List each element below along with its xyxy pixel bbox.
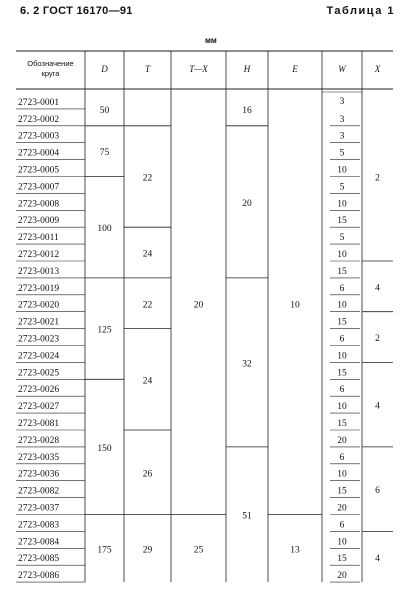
w-cell: 15 [337, 368, 347, 379]
t-cell: 24 [142, 249, 153, 260]
w-cell: 15 [337, 216, 347, 227]
header-w: W [338, 64, 346, 74]
w-cell: 6 [339, 452, 345, 463]
header-designation-line1: Обозначение [27, 59, 74, 68]
header-h: H [243, 64, 251, 74]
w-cell: 5 [339, 182, 345, 193]
designation-cell: 2723-0023 [18, 334, 60, 345]
designation-cell: 2723-0028 [18, 435, 60, 446]
designation-cell: 2723-0026 [18, 385, 60, 396]
designation-cell: 2723-0081 [18, 419, 60, 429]
w-cell: 10 [337, 402, 347, 413]
page-header-left: 6. 2 ГОСТ 16170—91 [20, 5, 133, 17]
tx-cell: 20 [193, 300, 204, 311]
designation-cell: 2723-0085 [18, 554, 60, 565]
w-cell: 6 [339, 283, 345, 294]
w-cell: 15 [337, 317, 347, 328]
designation-cell: 2723-0084 [18, 537, 60, 548]
designation-cell: 2723-0082 [18, 486, 60, 497]
w-cell: 10 [337, 250, 347, 260]
t-cell: 24 [142, 376, 153, 387]
d-cell: 100 [97, 224, 112, 235]
designation-cell: 2723-0027 [18, 402, 60, 413]
w-cell: 20 [337, 503, 347, 514]
t-cell: 26 [142, 469, 153, 480]
w-cell: 15 [337, 486, 347, 497]
w-cell: 6 [339, 520, 345, 531]
w-cell: 20 [337, 435, 347, 446]
w-cell: 15 [337, 554, 347, 565]
x-cell: 4 [375, 401, 380, 412]
w-cell: 10 [337, 199, 347, 210]
x-cell: 6 [375, 486, 380, 497]
designation-cell: 2723-0035 [18, 452, 60, 463]
d-cell: 75 [99, 148, 110, 159]
e-cell: 10 [290, 300, 300, 311]
t-cell: 29 [142, 545, 153, 556]
tx-cell: 25 [193, 545, 204, 556]
designation-cell: 2723-0003 [18, 131, 60, 142]
w-cell: 6 [339, 385, 345, 396]
designation-cell: 2723-0011 [18, 233, 59, 244]
w-cell: 6 [339, 334, 345, 345]
d-cell: 150 [97, 443, 112, 454]
h-cell: 51 [242, 511, 252, 522]
units-label: мм [205, 36, 217, 45]
h-cell: 32 [242, 359, 252, 370]
designation-cell: 2723-0009 [18, 216, 60, 227]
w-cell: 10 [337, 165, 347, 176]
w-cell: 10 [337, 469, 347, 480]
designation-cell: 2723-0005 [18, 165, 60, 176]
d-cell: 125 [97, 325, 112, 336]
x-cell: 2 [375, 334, 380, 345]
designation-cell: 2723-0001 [18, 97, 60, 108]
designation-cell: 2723-0019 [18, 283, 60, 294]
w-cell: 10 [337, 537, 347, 548]
e-cell: 13 [290, 545, 300, 556]
header-d: D [101, 64, 108, 74]
w-cell: 3 [339, 97, 345, 107]
header-x: X [374, 64, 381, 74]
w-cell: 15 [337, 266, 347, 277]
designation-cell: 2723-0002 [18, 114, 60, 125]
header-designation-line2: круга [41, 69, 60, 78]
designation-cell: 2723-0021 [18, 317, 60, 328]
designation-cell: 2723-0008 [18, 199, 60, 210]
w-cell: 20 [337, 571, 347, 582]
designation-cell: 2723-0024 [18, 351, 60, 362]
x-cell: 2 [375, 173, 380, 184]
d-cell: 175 [97, 545, 112, 556]
table-caption: Таблица 1 [326, 5, 395, 17]
designation-cell: 2723-0012 [18, 250, 60, 260]
h-cell: 20 [242, 198, 252, 209]
w-cell: 10 [337, 300, 347, 311]
header-tx: T—X [189, 64, 208, 74]
w-cell: 15 [337, 419, 347, 429]
designation-cell: 2723-0037 [18, 503, 60, 514]
designation-cell: 2723-0086 [18, 571, 60, 582]
t-cell: 22 [142, 300, 153, 311]
h-cell: 16 [242, 105, 252, 116]
designation-cell: 2723-0013 [18, 266, 60, 277]
w-cell: 10 [337, 351, 347, 362]
designation-cell: 2723-0025 [18, 368, 60, 379]
w-cell: 3 [339, 131, 345, 142]
w-cell: 5 [339, 233, 345, 244]
w-cell: 5 [339, 148, 345, 159]
w-cell: 3 [339, 114, 345, 125]
d-cell: 50 [99, 105, 110, 116]
designation-cell: 2723-0007 [18, 182, 60, 193]
t-cell: 22 [142, 173, 153, 184]
header-e: E [292, 64, 298, 74]
designation-cell: 2723-0036 [18, 469, 60, 480]
designation-cell: 2723-0004 [18, 148, 60, 159]
designation-cell: 2723-0083 [18, 520, 60, 531]
x-cell: 4 [375, 283, 380, 294]
header-t: T [144, 64, 151, 74]
designation-cell: 2723-0020 [18, 300, 60, 311]
x-cell: 4 [375, 553, 380, 564]
